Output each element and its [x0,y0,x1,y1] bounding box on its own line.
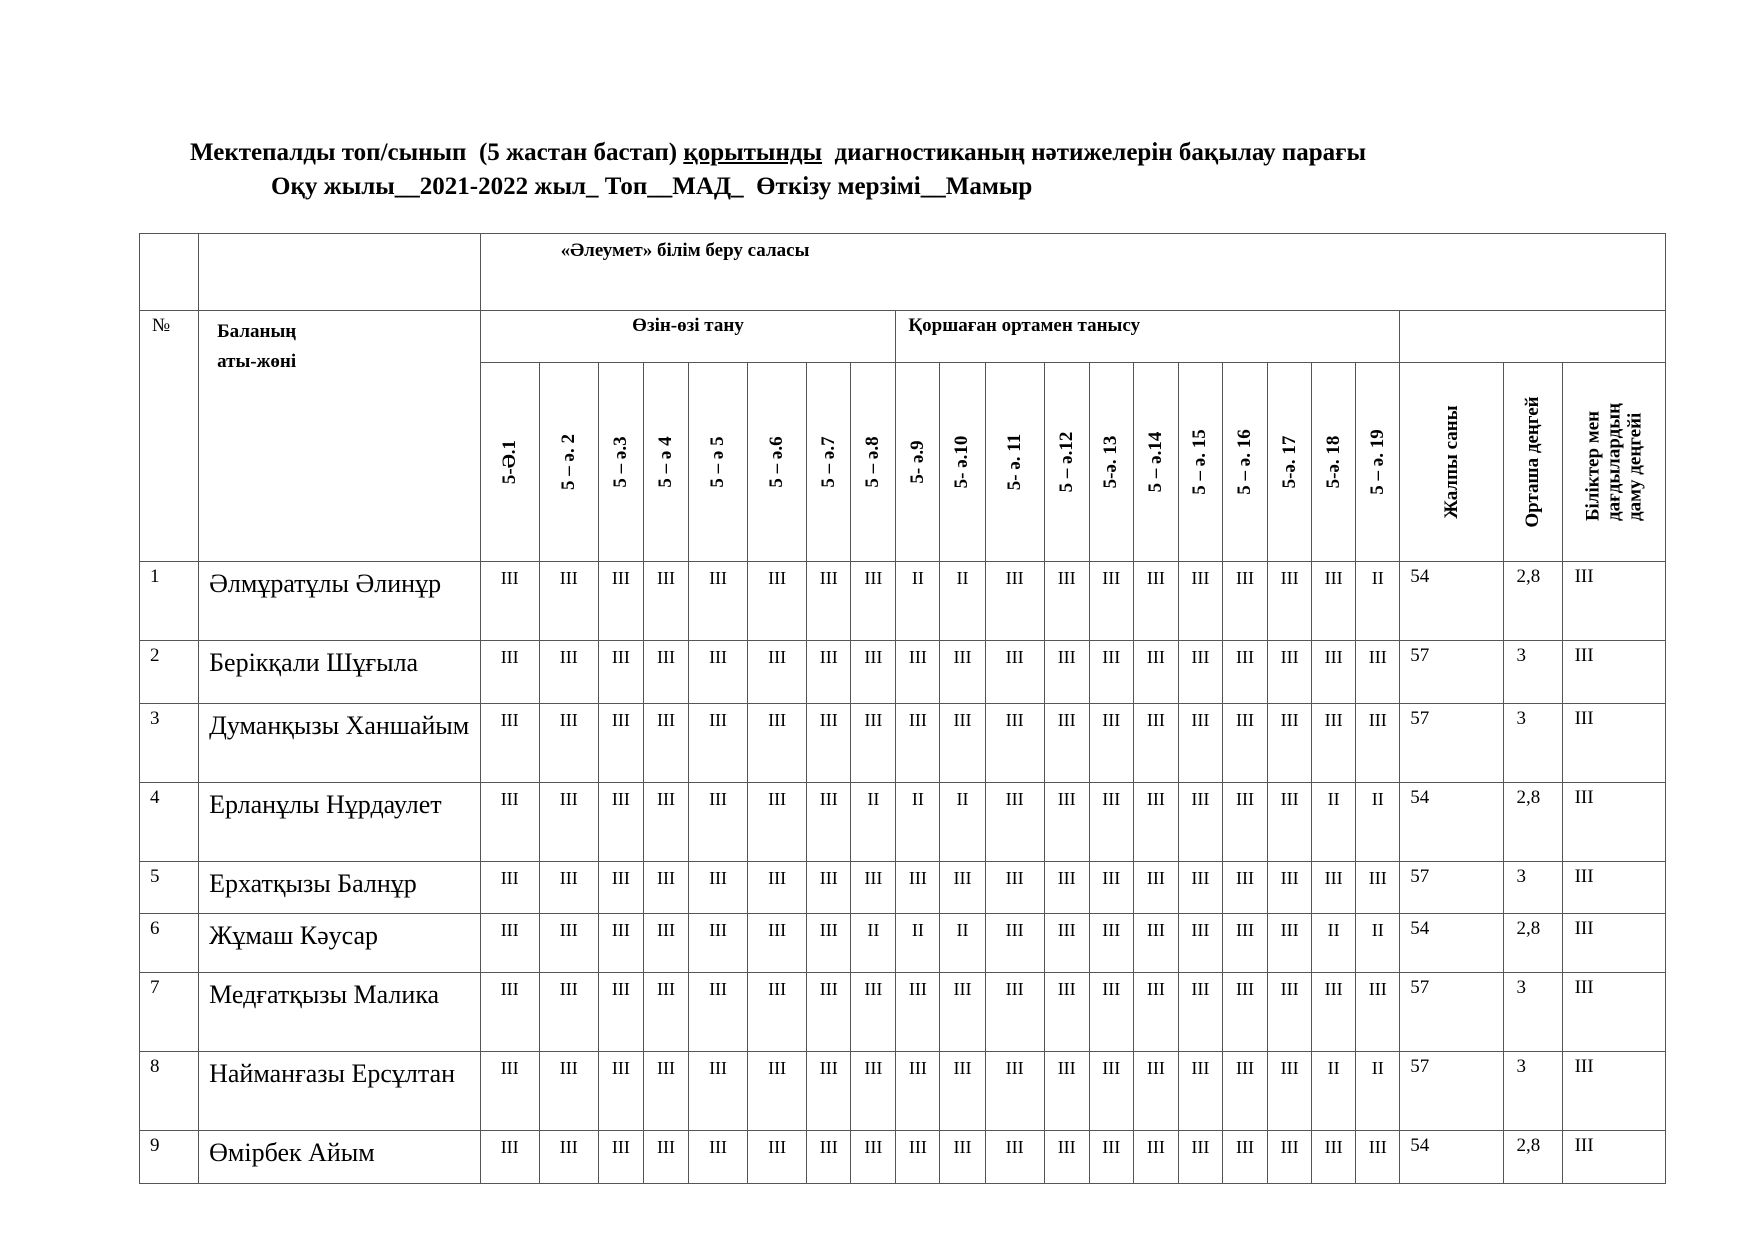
skill-mark: III [598,1131,643,1184]
skill-code-6-label: 5 – ә.6 [766,436,788,488]
column-header-total-label: Жалпы саны [1440,405,1462,519]
skill-mark: III [1089,704,1133,783]
skill-code-2-label: 5 – ә. 2 [557,434,579,490]
skill-mark: III [1268,862,1312,914]
skill-mark: III [1178,641,1222,704]
skill-mark: III [896,641,940,704]
total-score: 57 [1400,641,1504,704]
skill-code-10 [940,363,985,562]
skill-mark: III [1178,783,1222,862]
table-row [140,862,1666,914]
total-score: 54 [1400,1131,1504,1184]
skill-mark: III [643,914,688,973]
skill-mark: III [1133,783,1178,862]
table-row [140,562,1666,641]
skill-code-11-label: 5- ә. 11 [1003,433,1025,491]
skill-mark: III [851,1131,896,1184]
average-level: 3 [1504,973,1562,1052]
skill-mark: III [643,1131,688,1184]
skill-mark: III [1312,704,1356,783]
skill-mark: III [1089,973,1133,1052]
skill-mark: III [1268,914,1312,973]
skill-code-14-label: 5 – ә.14 [1144,431,1166,493]
skill-mark: III [643,783,688,862]
skill-mark: III [1312,973,1356,1052]
table-row [140,973,1666,1052]
skill-mark: III [851,641,896,704]
skill-mark: III [985,783,1044,862]
skill-mark: III [598,641,643,704]
column-header-total [1400,363,1504,562]
skill-mark: III [896,862,940,914]
skill-mark: III [1133,641,1178,704]
skill-mark: III [1044,562,1089,641]
skill-code-4 [643,363,688,562]
skill-mark: III [807,704,851,783]
skill-code-15-label: 5 – ә. 15 [1189,429,1211,495]
skill-mark: III [1089,1131,1133,1184]
development-level: III [1562,562,1665,641]
skill-code-18 [1312,363,1356,562]
skill-mark: III [748,862,807,914]
skill-code-17 [1268,363,1312,562]
skill-code-3-label: 5 – ә.3 [609,436,631,488]
total-score: 57 [1400,862,1504,914]
skill-code-7-label: 5 – ә.7 [817,436,839,488]
skill-code-8-label: 5 – ә.8 [862,436,884,488]
skill-code-4-label: 5 – ә 4 [654,436,676,488]
skill-mark: III [748,783,807,862]
skill-mark: III [1089,1052,1133,1131]
skill-mark: III [480,914,539,973]
area-title: «Әлеумет» білім беру саласы [480,234,1665,311]
skill-mark: II [1312,914,1356,973]
skill-mark: III [480,862,539,914]
development-level: III [1562,641,1665,704]
skill-mark: II [940,914,985,973]
skill-mark: III [1356,862,1400,914]
header-cell-summary-top [1400,311,1666,363]
skill-mark: III [1222,914,1267,973]
skill-mark: II [1356,562,1400,641]
skill-code-9 [896,363,940,562]
skill-mark: III [689,562,748,641]
skill-mark: III [896,1052,940,1131]
skill-mark: III [480,783,539,862]
skill-mark: III [985,704,1044,783]
skill-mark: III [807,1052,851,1131]
skill-code-11 [985,363,1044,562]
column-header-average-label: Орташа деңгей [1522,396,1543,528]
child-name: Берікқали Шұғыла [199,641,481,704]
skill-mark: III [985,1131,1044,1184]
skill-mark: III [689,1052,748,1131]
skill-mark: III [985,562,1044,641]
skill-mark: III [1089,914,1133,973]
skill-mark: II [896,562,940,641]
column-header-average [1504,363,1562,562]
skill-mark: III [539,783,598,862]
skill-mark: III [1133,704,1178,783]
skill-mark: III [1312,1131,1356,1184]
skill-mark: III [1312,862,1356,914]
skill-mark: III [1178,1131,1222,1184]
skill-mark: II [940,783,985,862]
sheet-subtitle: Оқу жылы__2021-2022 жыл_ Топ__МАД_ Өткізу мерзімі__Мамыр [271,173,1033,200]
child-name: Жұмаш Кәусар [199,914,481,973]
skill-mark: III [480,641,539,704]
total-score: 54 [1400,783,1504,862]
skill-mark: III [851,862,896,914]
development-level: III [1562,1052,1665,1131]
skill-mark: III [1044,914,1089,973]
child-name: Ерланұлы Нұрдаулет [199,783,481,862]
skill-code-16-label: 5 – ә. 16 [1233,429,1255,495]
skill-code-19 [1356,363,1400,562]
development-level: III [1562,914,1665,973]
skill-mark: III [1222,562,1267,641]
skill-mark: III [940,973,985,1052]
skill-mark: III [1089,562,1133,641]
skill-mark: III [807,1131,851,1184]
row-number: 8 [140,1052,199,1131]
skill-mark: III [1312,562,1356,641]
skill-mark: III [643,704,688,783]
skill-mark: III [1178,914,1222,973]
skill-mark: III [940,704,985,783]
skill-mark: III [985,914,1044,973]
skill-mark: III [1133,1131,1178,1184]
skill-mark: III [748,973,807,1052]
average-level: 3 [1504,862,1562,914]
skill-mark: III [940,1052,985,1131]
skill-mark: III [689,862,748,914]
skill-mark: III [539,641,598,704]
skill-mark: III [1089,862,1133,914]
skill-mark: III [539,1131,598,1184]
skill-mark: III [598,973,643,1052]
average-level: 2,8 [1504,1131,1562,1184]
sheet-title-part1: Мектепалды топ/сынып (5 жастан бастап) [190,139,684,166]
skill-mark: III [1133,862,1178,914]
development-level: III [1562,862,1665,914]
skill-mark: III [539,862,598,914]
skill-mark: III [643,973,688,1052]
skill-mark: III [1268,641,1312,704]
skill-mark: III [896,1131,940,1184]
skill-mark: II [896,783,940,862]
table-row [140,783,1666,862]
skill-mark: III [539,914,598,973]
skill-code-1 [480,363,539,562]
skill-mark: III [539,704,598,783]
skill-mark: III [1222,1052,1267,1131]
skill-mark: II [1356,783,1400,862]
skill-mark: III [1268,1131,1312,1184]
total-score: 57 [1400,704,1504,783]
average-level: 3 [1504,704,1562,783]
skill-code-9-label: 5- ә.9 [906,440,928,484]
skill-mark: III [940,862,985,914]
skill-mark: III [851,704,896,783]
skill-code-2 [539,363,598,562]
skill-mark: III [480,1052,539,1131]
development-level: III [1562,973,1665,1052]
skill-mark: III [643,1052,688,1131]
skill-mark: III [896,973,940,1052]
table-row [140,641,1666,704]
skill-mark: III [748,562,807,641]
skill-mark: III [807,914,851,973]
sheet-title-part2: диагностиканың нәтижелерін бақылау парағы [822,139,1367,166]
skill-mark: III [643,641,688,704]
average-level: 3 [1504,1052,1562,1131]
skill-mark: II [1356,1052,1400,1131]
skill-mark: III [748,704,807,783]
skill-mark: III [1356,641,1400,704]
skill-mark: III [1268,704,1312,783]
skill-code-13 [1089,363,1133,562]
skill-mark: III [1178,562,1222,641]
skill-mark: III [480,1131,539,1184]
skill-code-14 [1133,363,1178,562]
row-number: 5 [140,862,199,914]
total-score: 54 [1400,914,1504,973]
skill-mark: III [1178,862,1222,914]
child-name: Ерхатқызы Балнұр [199,862,481,914]
development-level: III [1562,704,1665,783]
skill-mark: III [480,973,539,1052]
skill-mark: III [1044,973,1089,1052]
skill-mark: III [1044,704,1089,783]
skill-mark: III [689,783,748,862]
sheet-title [190,138,1366,168]
skill-code-8 [851,363,896,562]
skill-mark: III [807,862,851,914]
column-header-level-label: Біліктер мен дағдылардың даму деңгейі [1582,402,1646,522]
skill-mark: III [1268,783,1312,862]
child-name: Өмірбек Айым [199,1131,481,1184]
results-table [139,233,1666,1184]
skill-mark: III [748,1131,807,1184]
child-name: Найманғазы Ерсұлтан [199,1052,481,1131]
skill-mark: III [598,562,643,641]
skill-mark: III [1178,704,1222,783]
skill-mark: III [1222,783,1267,862]
skill-mark: III [539,1052,598,1131]
row-number: 9 [140,1131,199,1184]
skill-mark: III [985,973,1044,1052]
column-header-name: Баланың аты-жөні [199,311,481,562]
skill-mark: III [851,562,896,641]
skill-mark: III [940,641,985,704]
skill-code-1-label: 5-Ә.1 [498,439,520,485]
skill-mark: II [1312,783,1356,862]
skill-code-5-label: 5 – ә 5 [707,436,729,488]
skill-mark: II [896,914,940,973]
skill-mark: III [1133,562,1178,641]
skill-mark: III [807,641,851,704]
skill-mark: III [598,1052,643,1131]
table-row [140,914,1666,973]
skill-mark: III [807,973,851,1052]
skill-mark: III [807,562,851,641]
skill-mark: III [1044,1131,1089,1184]
row-number: 7 [140,973,199,1052]
row-number: 1 [140,562,199,641]
skill-mark: III [896,704,940,783]
skill-mark: III [598,704,643,783]
table-row [140,704,1666,783]
development-level: III [1562,783,1665,862]
skill-mark: III [985,641,1044,704]
skill-mark: III [480,704,539,783]
average-level: 2,8 [1504,914,1562,973]
skill-mark: II [940,562,985,641]
skill-mark: III [985,862,1044,914]
child-name: Әлмұратұлы Әлинұр [199,562,481,641]
skill-mark: III [1044,862,1089,914]
skill-mark: II [1356,914,1400,973]
development-level: III [1562,1131,1665,1184]
skill-code-13-label: 5-ә. 13 [1100,435,1122,489]
skill-mark: III [1222,641,1267,704]
skill-mark: III [1268,973,1312,1052]
skill-mark: III [1044,1052,1089,1131]
skill-mark: III [1133,973,1178,1052]
skill-mark: III [851,973,896,1052]
skill-code-7 [807,363,851,562]
skill-mark: III [689,1131,748,1184]
skill-mark: III [598,862,643,914]
skill-mark: III [1178,1052,1222,1131]
skill-mark: III [1356,704,1400,783]
column-header-level [1562,363,1665,562]
section-self-knowledge: Өзін-өзі тану [480,311,896,363]
skill-mark: III [539,973,598,1052]
table-row [140,1131,1666,1184]
skill-mark: III [1356,973,1400,1052]
average-level: 2,8 [1504,562,1562,641]
table-row [140,1052,1666,1131]
skill-mark: III [748,641,807,704]
skill-mark: III [1222,973,1267,1052]
skill-mark: III [1044,641,1089,704]
skill-mark: III [748,914,807,973]
average-level: 3 [1504,641,1562,704]
skill-mark: II [851,914,896,973]
average-level: 2,8 [1504,783,1562,862]
row-number: 2 [140,641,199,704]
row-number: 3 [140,704,199,783]
skill-code-17-label: 5-ә. 17 [1278,435,1300,489]
skill-mark: III [598,783,643,862]
skill-mark: III [807,783,851,862]
row-number: 6 [140,914,199,973]
child-name: Медғатқызы Малика [199,973,481,1052]
skill-mark: III [1222,1131,1267,1184]
total-score: 54 [1400,562,1504,641]
skill-mark: III [689,704,748,783]
skill-mark: III [1356,1131,1400,1184]
skill-mark: III [689,973,748,1052]
skill-mark: III [1268,562,1312,641]
skill-mark: III [1133,1052,1178,1131]
row-number: 4 [140,783,199,862]
skill-mark: III [985,1052,1044,1131]
child-name: Думанқызы Ханшайым [199,704,481,783]
skill-code-19-label: 5 – ә. 19 [1366,429,1388,495]
skill-mark: III [1222,862,1267,914]
skill-mark: III [1133,914,1178,973]
skill-code-12 [1044,363,1089,562]
skill-mark: III [1089,783,1133,862]
section-environment: Қоршаған ортамен танысу [896,311,1400,363]
skill-mark: III [1178,973,1222,1052]
header-cell-name-top [199,234,481,311]
total-score: 57 [1400,973,1504,1052]
skill-mark: III [1222,704,1267,783]
skill-mark: III [1089,641,1133,704]
skill-mark: III [1044,783,1089,862]
skill-mark: III [643,862,688,914]
skill-code-16 [1222,363,1267,562]
column-header-number: № [140,311,199,562]
sheet-title-underlined: қорытынды [683,139,823,166]
skill-code-15 [1178,363,1222,562]
skill-mark: III [1268,1052,1312,1131]
skill-code-3 [598,363,643,562]
skill-mark: III [748,1052,807,1131]
skill-code-10-label: 5- ә.10 [951,435,973,489]
skill-code-12-label: 5 – ә.12 [1055,431,1077,493]
skill-mark: III [689,641,748,704]
skill-code-6 [748,363,807,562]
skill-mark: III [1312,641,1356,704]
skill-mark: II [851,783,896,862]
skill-mark: III [689,914,748,973]
skill-code-5 [689,363,748,562]
header-cell-number-top [140,234,199,311]
total-score: 57 [1400,1052,1504,1131]
skill-mark: III [643,562,688,641]
skill-mark: III [539,562,598,641]
skill-mark: III [851,1052,896,1131]
skill-mark: II [1312,1052,1356,1131]
skill-mark: III [598,914,643,973]
skill-mark: III [480,562,539,641]
skill-mark: III [940,1131,985,1184]
skill-code-18-label: 5-ә. 18 [1322,435,1344,489]
